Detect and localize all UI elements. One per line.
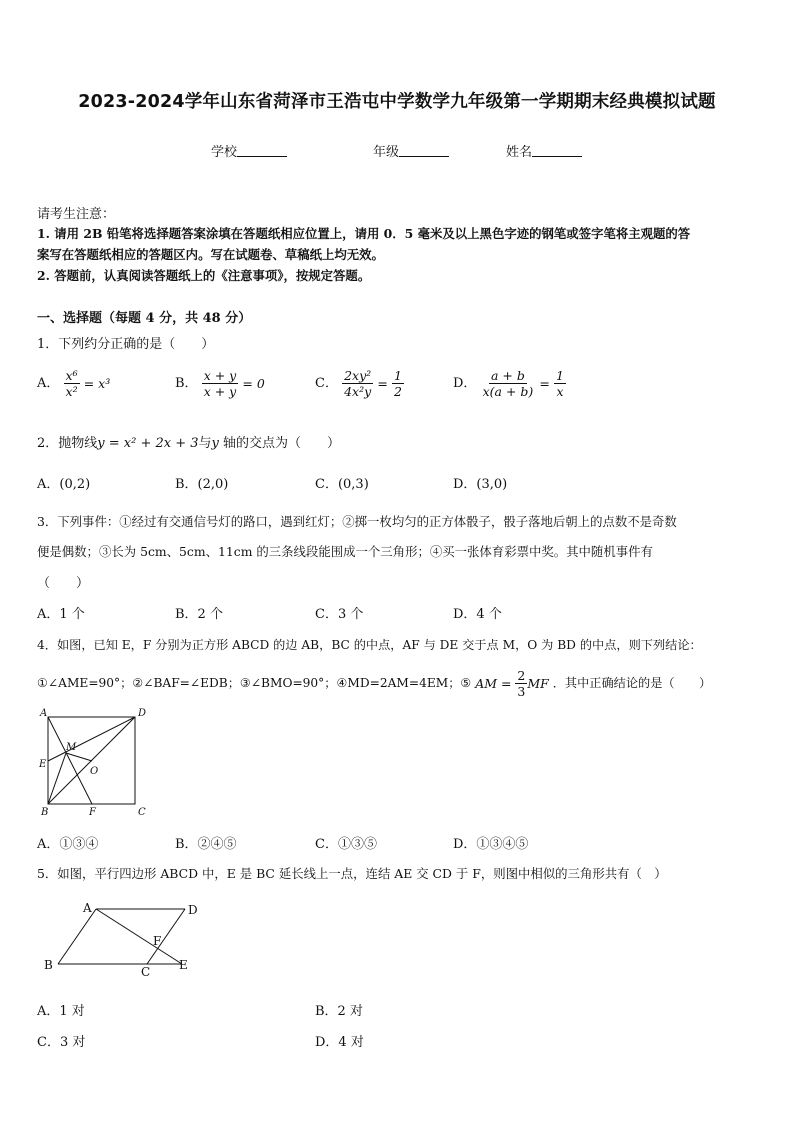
q1-label-b: B． <box>175 376 198 391</box>
section-heading: 一、选择题（每题 4 分，共 48 分） <box>37 311 252 326</box>
q1-c-num: 2xy² <box>344 368 372 383</box>
q2-stem-a: 2．抛物线 <box>37 436 98 451</box>
q5-stem: 5．如图，平行四边形 ABCD 中，E 是 BC 延长线上一点，连结 AE 交 CD 于 F，则图中相似的三角形共有（ ） <box>37 866 667 881</box>
q1-option-c[interactable] <box>315 368 404 399</box>
grade-field <box>373 141 449 160</box>
name-label: 姓名 <box>506 145 533 160</box>
q3-line2: 便是偶数；③长为 5cm、5cm、11cm 的三条线段能围成一个三角形；④买一张体育彩票中奖。其中随机事件有 <box>37 544 653 559</box>
q3-option-b[interactable]: B．2 个 <box>175 607 223 622</box>
q1-c-rnum: 1 <box>393 368 402 383</box>
school-label: 学校 <box>211 145 238 160</box>
exam-title: 2023-2024学年山东省菏泽市王浩屯中学数学九年级第一学期期末经典模拟试题 <box>78 92 716 112</box>
q2-stem <box>37 432 340 451</box>
q1-stem: 1．下列约分正确的是（ ） <box>37 337 215 352</box>
q5-parallelogram-figure <box>38 896 208 980</box>
q1-option-a[interactable] <box>37 368 110 399</box>
q1-d-num: a + b <box>490 368 525 383</box>
q4-label-e: E <box>39 759 47 770</box>
notice-item1-line1: 1. 请用 2B 铅笔将选择题答案涂填在答题纸相应位置上，请用 0．5 毫米及以上黑色字迹的钢笔或签字笔将主观题的答 <box>37 226 691 241</box>
q4-line2-num: 2 <box>517 668 526 683</box>
q4-option-c[interactable]: C．①③⑤ <box>315 837 377 852</box>
q5-label-e: E <box>179 958 188 972</box>
q1-b-num: x + y <box>203 368 237 383</box>
q5-label-c: C <box>141 965 151 979</box>
q1-d-rnum: 1 <box>556 368 564 383</box>
q5-option-d[interactable]: D．4 对 <box>315 1035 364 1050</box>
grade-blank[interactable] <box>399 144 449 157</box>
q1-a-den: x² <box>65 384 78 399</box>
q4-label-c: C <box>138 807 146 818</box>
q4-label-m: M <box>66 742 77 753</box>
q1-label-a: A． <box>37 376 60 391</box>
q4-label-f: F <box>89 807 96 818</box>
q1-c-den: 4x²y <box>344 384 372 399</box>
q4-option-a[interactable]: A．①③④ <box>37 837 99 852</box>
q4-label-b: B <box>41 807 49 818</box>
q1-option-d[interactable] <box>453 368 566 399</box>
q1-d-den: x(a + b) <box>482 384 534 399</box>
q1-d-eq: = <box>539 376 550 391</box>
q5-option-b[interactable]: B．2 对 <box>315 1004 363 1019</box>
q4-segment-de <box>48 717 135 761</box>
q1-a-num: x⁶ <box>65 368 78 383</box>
q3-line1: 3．下列事件：①经过有交通信号灯的路口，遇到红灯；②掷一枚均匀的正方体骰子，骰子落地后朝上的点数不是奇数 <box>37 514 677 529</box>
q2-stem-expr: y = x² + 2x + 3 <box>97 436 199 451</box>
q4-line2-den: 3 <box>517 684 526 699</box>
q3-option-d[interactable]: D．4 个 <box>453 607 502 622</box>
q4-label-a: A <box>40 708 48 719</box>
q1-label-c: C． <box>315 376 338 391</box>
school-blank[interactable] <box>237 144 287 157</box>
q4-option-d[interactable]: D．①③④⑤ <box>453 837 529 852</box>
q1-a-rhs: = x³ <box>83 376 111 391</box>
q2-stem-var: y <box>211 436 219 451</box>
q2-option-a[interactable]: A．(0,2) <box>37 477 91 492</box>
school-field <box>211 141 287 160</box>
notice-item2: 2. 答题前，认真阅读答题纸上的《注意事项》，按规定答题。 <box>37 268 371 283</box>
q4-line1: 4．如图，已知 E，F 分别为正方形 ABCD 的边 AB，BC 的中点，AF 与 DE 交于点 M，O 为 BD 的中点，则下列结论： <box>37 638 702 652</box>
q5-segment-ab <box>58 909 96 964</box>
q3-option-c[interactable]: C．3 个 <box>315 607 364 622</box>
q4-line2 <box>37 668 711 699</box>
q2-option-d[interactable]: D．(3,0) <box>453 477 508 492</box>
q5-label-d: D <box>188 903 198 917</box>
notice-heading: 请考生注意： <box>37 207 116 222</box>
name-blank[interactable] <box>532 144 582 157</box>
q1-label-d: D． <box>453 376 477 391</box>
q5-option-c[interactable]: C．3 对 <box>37 1035 86 1050</box>
q1-option-b[interactable] <box>175 368 265 399</box>
q4-segment-af <box>48 717 92 804</box>
q2-option-c[interactable]: C．(0,3) <box>315 477 369 492</box>
name-field <box>506 141 582 160</box>
q4-segment-bm <box>48 753 66 804</box>
q4-square-figure <box>36 706 156 822</box>
q4-line2-expr-r: MF <box>527 676 549 691</box>
q1-b-den: x + y <box>203 384 237 399</box>
q5-label-f: F <box>153 934 162 948</box>
q2-stem-b: 与 <box>198 436 212 451</box>
q5-label-b: B <box>44 958 53 972</box>
q2-stem-c: 轴的交点为（ ） <box>218 436 341 451</box>
q3-line3: （ ） <box>37 576 90 591</box>
q4-line2-b: ．其中正确结论的是（ ） <box>552 676 712 690</box>
grade-label: 年级 <box>373 145 400 160</box>
q5-label-a: A <box>83 901 92 915</box>
q4-label-d: D <box>138 708 147 719</box>
q3-option-a[interactable]: A．1 个 <box>37 607 85 622</box>
q2-option-b[interactable]: B．(2,0) <box>175 477 229 492</box>
q4-option-b[interactable]: B．②④⑤ <box>175 837 237 852</box>
q5-segment-ae <box>96 909 182 964</box>
q1-b-rhs: = 0 <box>242 376 265 391</box>
q4-label-o: O <box>90 766 99 777</box>
notice-item1-line2: 案写在答题纸相应的答题区内。写在试题卷、草稿纸上均无效。 <box>37 247 384 262</box>
q1-c-rden: 2 <box>393 384 402 399</box>
q1-c-eq: = <box>377 376 388 391</box>
q4-line2-a: ①∠AME=90°；②∠BAF=∠EDB；③∠BMO=90°；④MD=2AM=4EM；⑤ <box>37 676 472 690</box>
q5-option-a[interactable]: A．1 对 <box>37 1004 85 1019</box>
q1-d-rden: x <box>556 384 564 399</box>
q4-line2-expr-l: AM = <box>475 676 512 691</box>
